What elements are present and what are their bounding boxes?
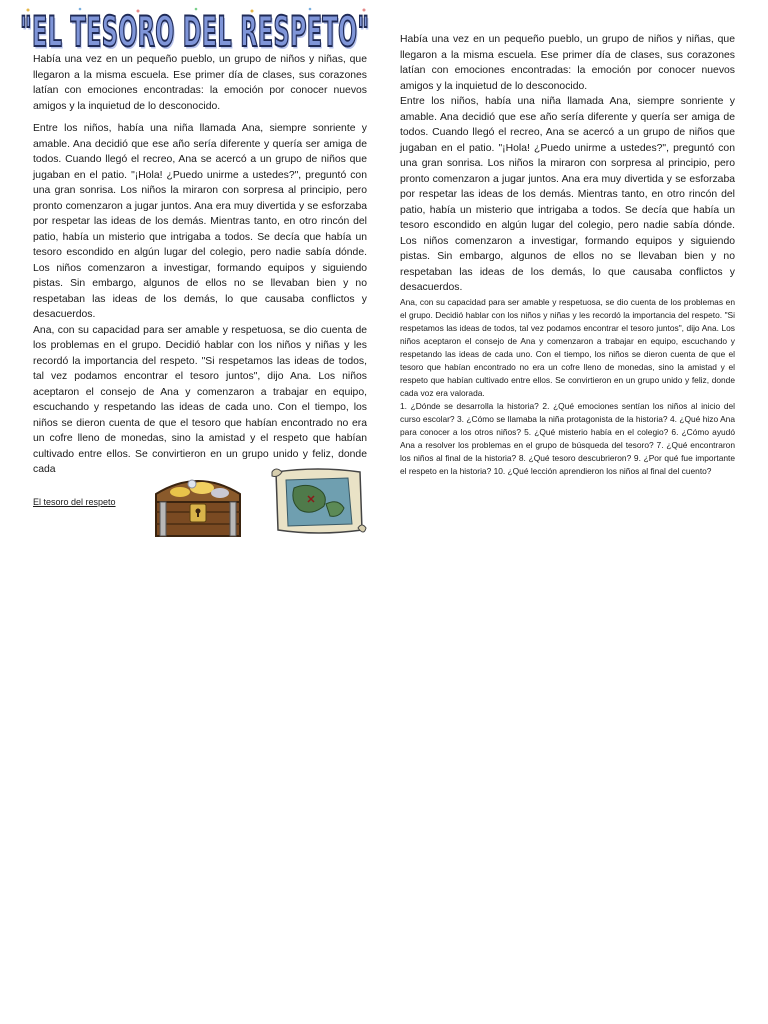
page-title: "EL TESORO DEL RESPETO" (20, 8, 370, 57)
right-column (400, 32, 735, 478)
story-paragraph-2-copy: Entre los niños, había una niña llamada Ana, siempre sonriente y amable. Ana decidió que ese año sería diferente y quería ser amiga de todos. Cuando llegó el recreo, Ana se acercó a un grupo de niños que jugaban en el patio. "¡Hola! ¿Puedo unirme a ustedes?", preguntó con una gran sonrisa. Los niños la miraron con sorpresa al principio, pero pronto comenzaron a jugar juntos. Ana era muy divertida y se esforzaba por respetar las ideas de los demás. Mientras tanto, en otro rincón del patio, había un misterio que intrigaba a todos. Se decía que había un tesoro escondido en algún lugar del colegio, pero nadie sabía dónde. Los niños comenzaron a investigar, formando equipos y siguiendo pistas. Sin embargo, algunos de ellos no se llevaban bien y no respetaban las ideas de los demás, lo que causaba conflictos y desacuerdos. (400, 96, 735, 293)
left-column (33, 52, 367, 478)
treasure-map-icon (268, 466, 368, 538)
questions-list: 1. ¿Dónde se desarrolla la historia? 2. ¿Qué emociones sentían los niños al inicio del curso escolar? 3. ¿Cómo se llamaba la niña protagonista de la historia? 4. ¿Qué hizo Ana para conocer a los otros niños? 5. ¿Qué misterio había en el colegio? 6. ¿Cómo ayudó Ana a resolver los problemas en el grupo de búsqueda del tesoro? 7. ¿Qué encontraron los niños al final de la historia? 8. ¿Qué tesoro descubrieron? 9. ¿Por qué fue importante el respeto en la historia? 10. ¿Qué lección aprendieron los niños al final del cuento? (400, 400, 735, 476)
story-link[interactable]: El tesoro del respeto (33, 497, 116, 507)
story-paragraph-1: Había una vez en un pequeño pueblo, un grupo de niños y niñas, que llegaron a la misma escuela. Ese primer día de clases, sus corazones latían con emociones encontradas: la emoción por conocer nuevos amigos y la inquietud de lo desconocido. (33, 54, 367, 112)
story-paragraph-3: Ana, con su capacidad para ser amable y respetuosa, se dio cuenta de los problemas en el grupo. Decidió hablar con los niños y niñas y les recordó la importancia del respeto. "Si respetamos las ideas de todos, tal vez podamos encontrar el tesoro juntos", dijo Ana. Los niños aceptaron el consejo de Ana y comenzaron a trabajar en equipo, escuchando y respetando las ideas de cada uno. Con el tiempo, los niños se dieron cuenta de que el tesoro que habían encontrado no era un cofre lleno de monedas, sino la amistad y el respeto que habían cultivado entre ellos. Se convirtieron en un grupo unido y feliz, donde cada (33, 324, 367, 475)
title-banner (14, 4, 370, 57)
story-paragraph-3-copy: Ana, con su capacidad para ser amable y respetuosa, se dio cuenta de los problemas en el grupo. Decidió hablar con los niños y niñas y les recordó la importancia del respeto. "Si respetamos las ideas de todos, tal vez podamos encontrar el tesoro juntos", dijo Ana. Los niños aceptaron el consejo de Ana y comenzaron a trabajar en equipo, escuchando y respetando las ideas de cada uno. Con el tiempo, los niños se dieron cuenta de que el tesoro que habían encontrado no era un cofre lleno de monedas, sino la amistad y el respeto que habían cultivado entre ellos. Se convirtieron en un grupo unido y feliz, donde cada voz era valorada. (400, 296, 735, 398)
story-paragraph-2: Entre los niños, había una niña llamada Ana, siempre sonriente y amable. Ana decidió que ese año sería diferente y quería ser amiga de todos. Cuando llegó el recreo, Ana se acercó a un grupo de niños que jugaban en el patio. "¡Hola! ¿Puedo unirme a ustedes?", preguntó con una gran sonrisa. Los niños la miraron con sorpresa al principio, pero pronto comenzaron a jugar juntos. Ana era muy divertida y se esforzaba por respetar las ideas de los demás. Mientras tanto, en otro rincón del patio, había un misterio que intrigaba a todos. Se decía que había un tesoro escondido en algún lugar del colegio, pero nadie sabía dónde. Los niños comenzaron a investigar, formando equipos y siguiendo pistas. Sin embargo, algunos de ellos no se llevaban bien y no respetaban las ideas de los demás, lo que causaba conflictos y desacuerdos. (33, 123, 367, 320)
story-paragraph-1-copy: Había una vez en un pequeño pueblo, un grupo de niños y niñas, que llegaron a la misma escuela. Ese primer día de clases, sus corazones latían con emociones encontradas: la emoción por conocer nuevos amigos y la inquietud de lo desconocido. (400, 34, 735, 92)
treasure-chest-icon (150, 466, 246, 540)
